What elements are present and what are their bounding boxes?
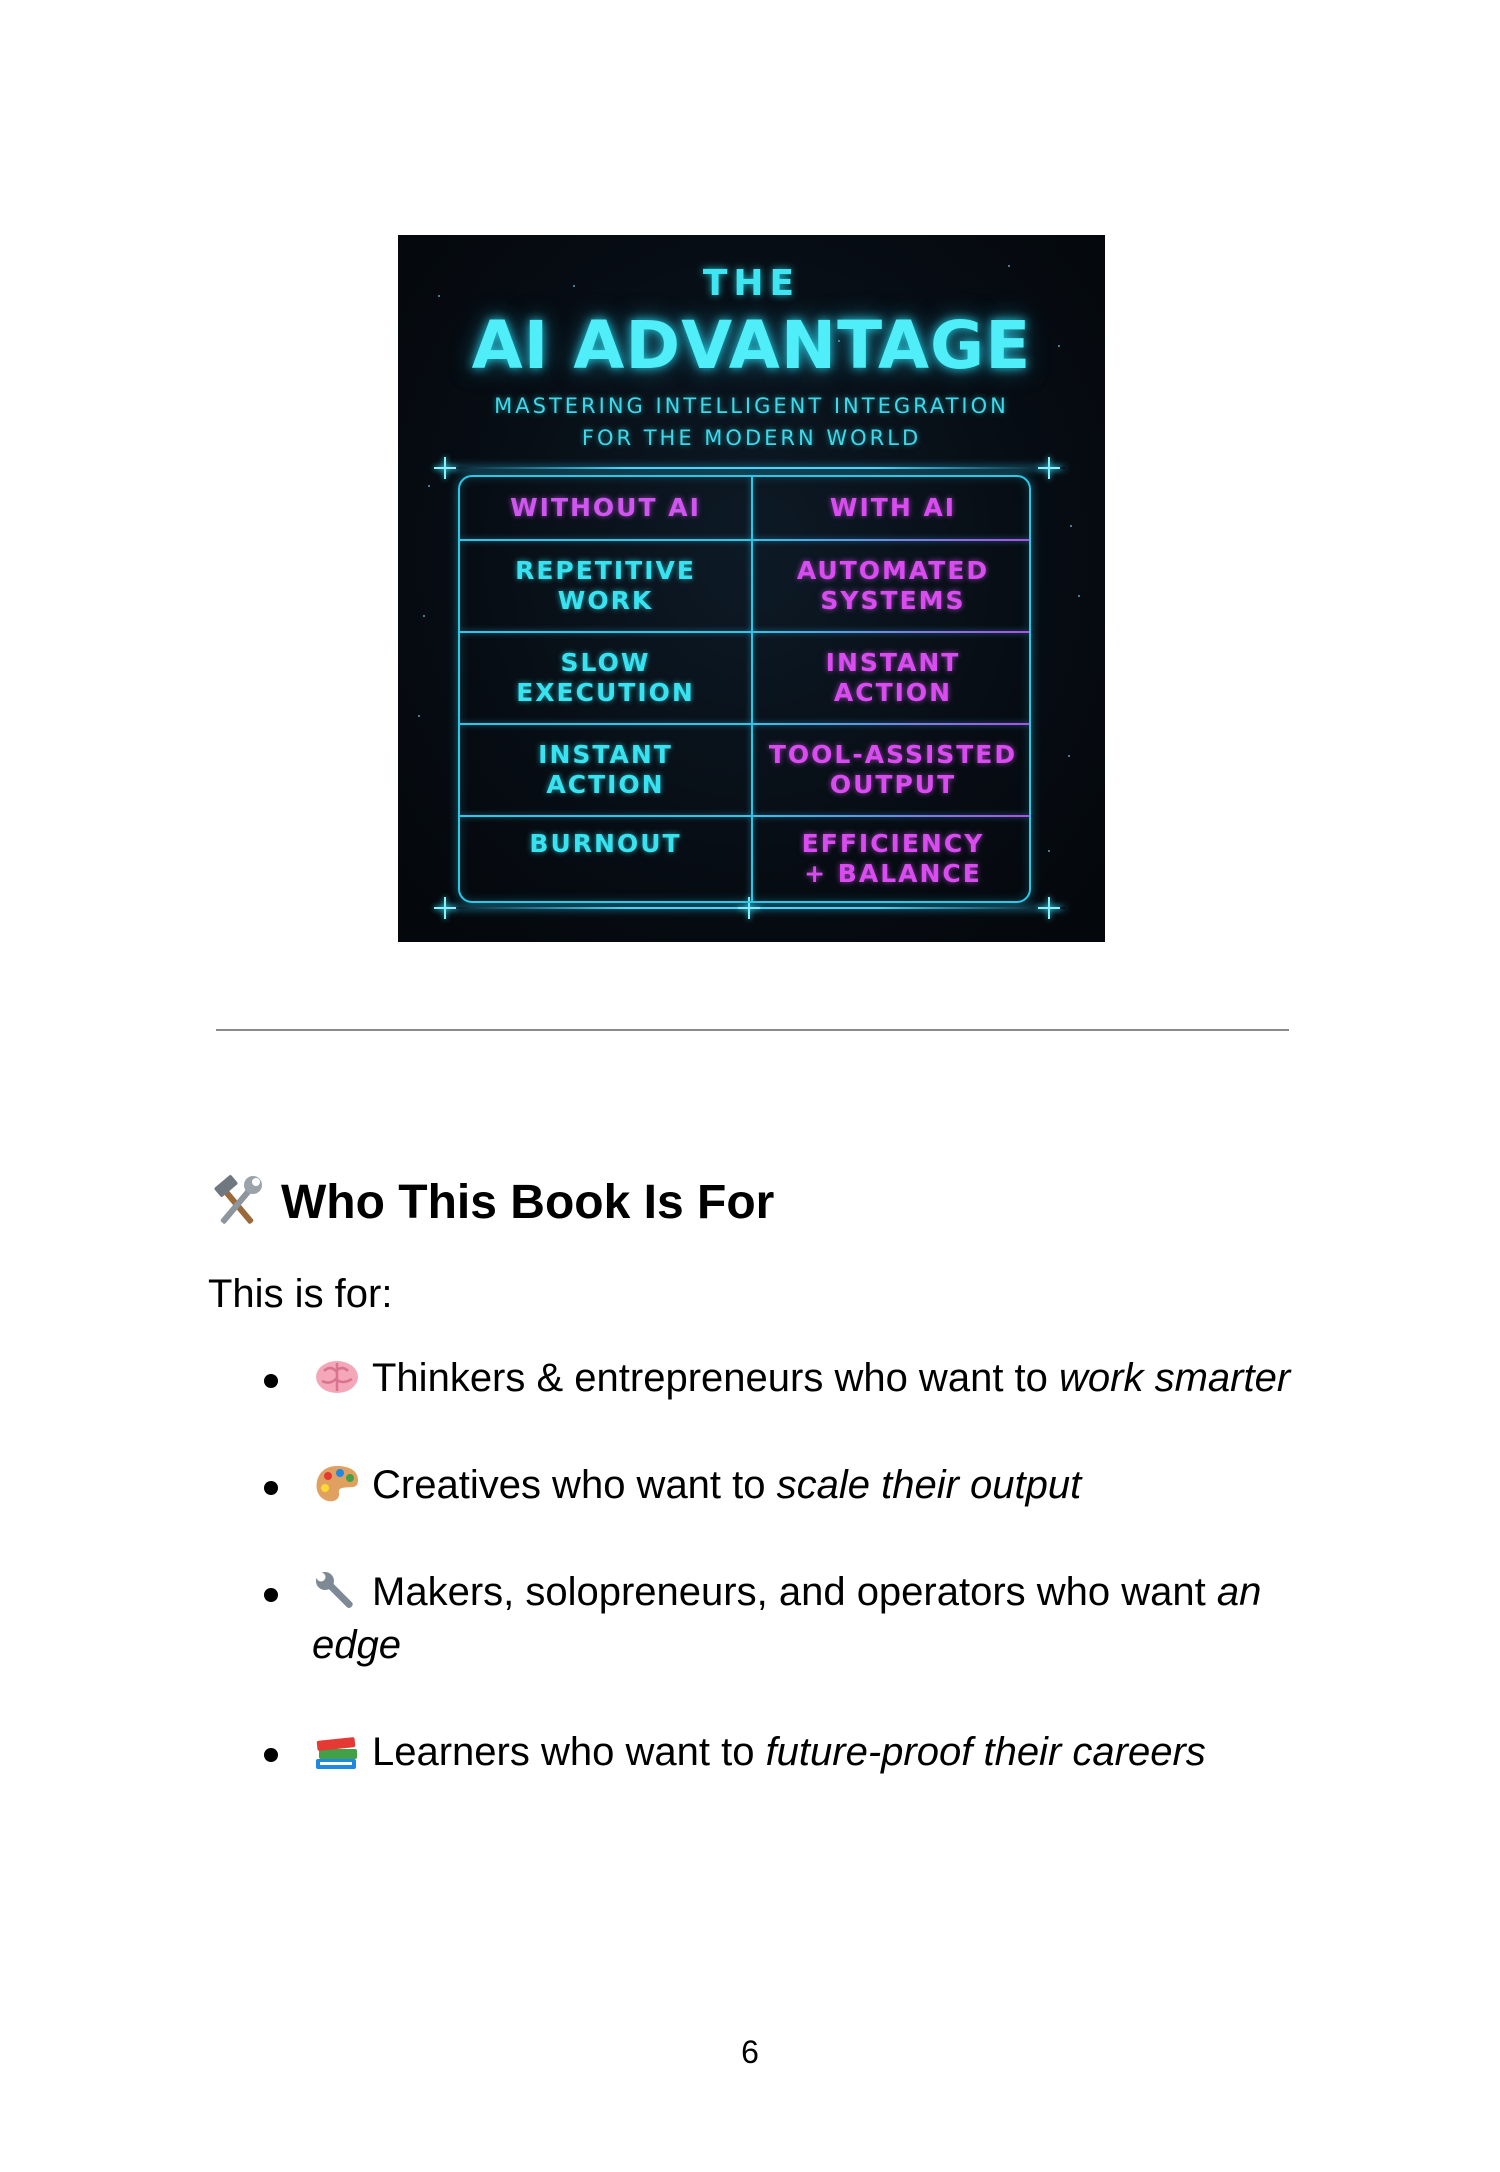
table-cell-without: INSTANT ACTION xyxy=(538,740,673,799)
sparkle-icon xyxy=(434,457,456,479)
wrench-icon xyxy=(312,1569,362,1613)
section-heading xyxy=(207,1172,774,1232)
cover-title-the: THE xyxy=(702,263,801,304)
cover-subtitle xyxy=(398,390,1105,454)
brain-icon xyxy=(312,1355,362,1399)
list-item-text: Learners who want to xyxy=(372,1730,766,1774)
cover-subtitle-line2: FOR THE MODERN WORLD xyxy=(581,426,922,450)
table-cell-without: SLOW EXECUTION xyxy=(516,648,695,707)
section-heading-text: Who This Book Is For xyxy=(281,1175,775,1229)
glow-line-top xyxy=(438,467,1065,469)
list-item xyxy=(258,1459,1308,1512)
table-cell-with: EFFICIENCY + BALANCE xyxy=(801,829,985,888)
list-item-emphasis: work smarter xyxy=(1059,1356,1291,1400)
table-cell-with: TOOL-ASSISTED OUTPUT xyxy=(768,740,1018,799)
artist-palette-icon xyxy=(312,1462,362,1506)
sparkle-icon xyxy=(434,897,456,919)
cover-image xyxy=(398,235,1105,942)
table-cell-with: INSTANT ACTION xyxy=(825,648,961,707)
sparkle-icon xyxy=(1038,897,1060,919)
table-header-with-ai: WITH AI xyxy=(829,493,957,522)
horizontal-rule xyxy=(216,1029,1289,1031)
books-icon xyxy=(312,1729,362,1773)
page-number: 6 xyxy=(741,2034,759,2070)
audience-list xyxy=(258,1352,1308,1779)
sparkle-icon xyxy=(1038,457,1060,479)
comparison-table xyxy=(458,475,1031,903)
cover-title: AI ADVANTAGE xyxy=(471,307,1032,384)
list-item xyxy=(258,1726,1308,1779)
cover-subtitle-line1: MASTERING INTELLIGENT INTEGRATION xyxy=(494,394,1009,418)
hammer-and-wrench-icon xyxy=(207,1172,267,1232)
table-cell-without: REPETITIVE WORK xyxy=(515,556,696,615)
list-item-emphasis: an edge xyxy=(312,1570,1262,1667)
list-item-emphasis: future-proof their careers xyxy=(765,1730,1206,1774)
list-item xyxy=(258,1566,1308,1672)
table-header-without-ai: WITHOUT AI xyxy=(510,493,701,522)
list-item-text: Makers, solopreneurs, and operators who want xyxy=(372,1570,1217,1614)
list-item-text: Thinkers & entrepreneurs who want to xyxy=(372,1356,1060,1400)
table-cell-with: AUTOMATED SYSTEMS xyxy=(796,556,990,615)
table-cell-without: BURNOUT xyxy=(529,829,682,858)
list-item-text: Creatives who want to xyxy=(372,1463,777,1507)
list-item-emphasis: scale their output xyxy=(776,1463,1082,1507)
list-item xyxy=(258,1352,1308,1405)
intro-text: This is for: xyxy=(208,1272,393,1316)
